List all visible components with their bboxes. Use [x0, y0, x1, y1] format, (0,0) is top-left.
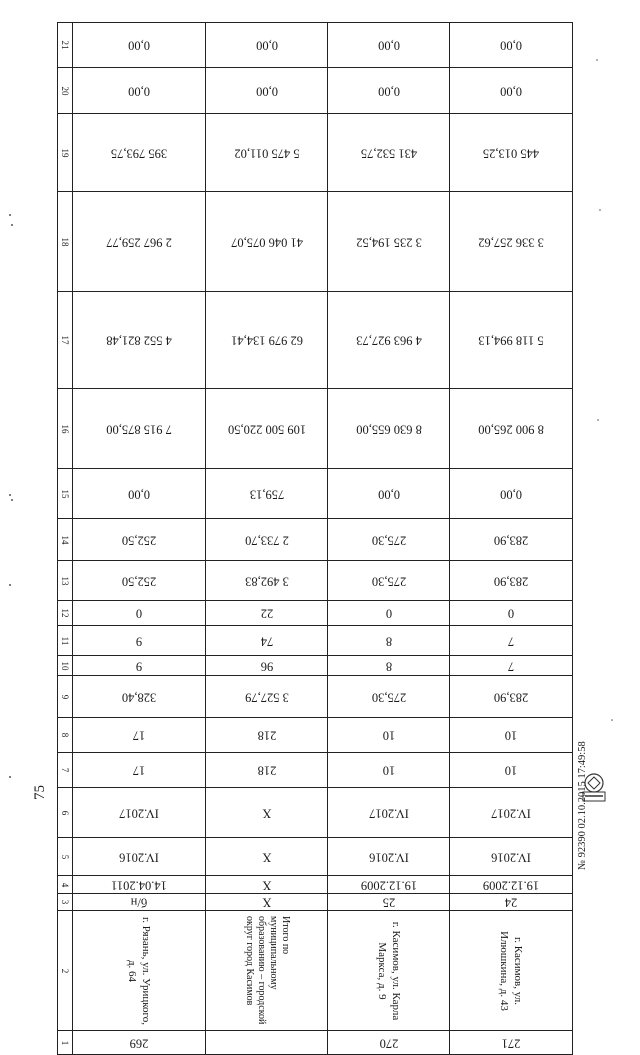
table-cell — [73, 718, 206, 753]
cell-value: 19.12.2009 — [360, 878, 417, 892]
cell-value: 22 — [260, 606, 273, 621]
table-cell — [328, 23, 450, 68]
table-cell — [450, 114, 573, 192]
cell-value: 7 915 875,00 — [106, 422, 172, 436]
table-row-col-14 — [58, 519, 573, 561]
cell-value: 9 — [135, 634, 143, 648]
cell-value: 10 — [382, 728, 395, 743]
table-cell — [73, 192, 206, 292]
table-row-col-12 — [58, 601, 573, 626]
cell-value: 17 — [132, 763, 146, 778]
table-cell — [450, 1031, 573, 1055]
cell-value: 0,00 — [128, 487, 150, 501]
table-row-col-3 — [58, 894, 573, 911]
table-row-col-1 — [58, 1031, 573, 1055]
cell-value: X — [261, 878, 272, 892]
column-number: 3 — [60, 899, 70, 905]
table-cell — [73, 911, 206, 1031]
scanned-data-table — [57, 22, 573, 1055]
column-number-cell — [58, 519, 73, 561]
cell-value: 9 — [135, 659, 143, 673]
cell-value: 2 733,70 — [244, 533, 289, 547]
table-cell — [73, 389, 206, 469]
row-id-text: 270 — [379, 1036, 398, 1050]
column-number-cell — [58, 626, 73, 656]
column-number: 2 — [60, 968, 70, 973]
table-cell — [450, 894, 573, 911]
table-cell — [328, 68, 450, 114]
table-cell — [450, 469, 573, 519]
cell-value: 252,50 — [121, 533, 157, 547]
cell-value: IV.2017 — [368, 806, 409, 820]
table-cell — [73, 626, 206, 656]
column-number: 18 — [60, 237, 70, 246]
address-text: г. Касимов, ул. Илюшкина, д. 43 — [498, 930, 524, 1011]
table-cell — [328, 876, 450, 894]
cell-value: 10 — [382, 763, 395, 778]
table-cell — [450, 718, 573, 753]
cell-value: 7 — [507, 659, 515, 673]
table-cell — [206, 753, 328, 788]
table-cell — [206, 718, 328, 753]
table-cell — [206, 389, 328, 469]
table-cell — [328, 676, 450, 718]
table-cell — [450, 911, 573, 1031]
cell-value: 3 527,79 — [244, 690, 289, 704]
table-cell — [73, 788, 206, 838]
cell-value: 283,90 — [493, 690, 529, 704]
table-cell — [73, 601, 206, 626]
cell-value: 0,00 — [255, 84, 278, 98]
address-text: Итого по муниципальному образованию – городской округ город Касимов — [243, 915, 291, 1024]
table-cell — [450, 788, 573, 838]
table-cell — [206, 894, 328, 911]
column-number-cell — [58, 292, 73, 389]
column-number: 5 — [60, 854, 70, 859]
table-cell — [73, 469, 206, 519]
column-number: 16 — [60, 424, 70, 433]
column-number: 12 — [60, 608, 70, 618]
cell-value: 25 — [382, 895, 395, 910]
table-cell — [73, 23, 206, 68]
cell-value: 62 979 134,41 — [230, 333, 303, 348]
column-number: 9 — [60, 694, 70, 699]
cell-value: 0 — [135, 606, 143, 621]
column-number-cell — [58, 68, 73, 114]
table-row-col-19 — [58, 114, 573, 192]
cell-value: 8 — [385, 659, 392, 673]
cell-value: 0,00 — [255, 38, 278, 53]
column-number-cell — [58, 561, 73, 601]
address-text: г. Рязань, ул. Урицкого, д. 64 — [126, 916, 152, 1025]
cell-value: 0,00 — [377, 84, 400, 98]
table-row-col-5 — [58, 838, 573, 876]
cell-value: 0,00 — [128, 84, 150, 98]
table-cell — [450, 601, 573, 626]
cell-value: 3 336 257,62 — [478, 235, 544, 249]
cell-value: 218 — [257, 763, 276, 778]
cell-value: 41 046 075,07 — [230, 235, 303, 249]
column-number-cell — [58, 656, 73, 676]
column-number: 7 — [60, 767, 70, 773]
cell-value: 0,00 — [500, 84, 522, 98]
cell-value: 445 013,25 — [482, 146, 540, 160]
column-number: 4 — [60, 882, 70, 887]
cell-value: IV.2017 — [491, 806, 531, 820]
table-cell — [206, 788, 328, 838]
cell-value: 0,00 — [377, 38, 400, 53]
cell-value: 0,00 — [377, 487, 400, 501]
column-number-cell — [58, 114, 73, 192]
cell-value: 4 552 821,48 — [106, 333, 172, 348]
table-cell — [450, 656, 573, 676]
table-row-col-15 — [58, 469, 573, 519]
table-cell — [328, 788, 450, 838]
table-cell — [328, 519, 450, 561]
cell-value: 0,00 — [500, 38, 522, 53]
column-number-cell — [58, 192, 73, 292]
cell-value: 2 967 259,77 — [106, 235, 172, 249]
table-cell — [328, 718, 450, 753]
table-cell — [450, 676, 573, 718]
table-cell — [206, 561, 328, 601]
table-row-col-16 — [58, 389, 573, 469]
table-cell — [328, 626, 450, 656]
cell-value: 8 900 265,00 — [478, 422, 544, 436]
table-cell — [206, 838, 328, 876]
table-cell — [73, 292, 206, 389]
table-cell — [328, 469, 450, 519]
table-cell — [450, 192, 573, 292]
cell-value: X — [261, 895, 272, 910]
address-text: г. Касимов, ул. Карла Маркса, д. 9 — [375, 921, 402, 1020]
table-cell — [328, 838, 450, 876]
table-cell — [206, 626, 328, 656]
table-row-col-6 — [58, 788, 573, 838]
table-cell — [73, 561, 206, 601]
cell-value: 431 532,75 — [360, 146, 417, 160]
table-cell — [328, 656, 450, 676]
table-row-col-20 — [58, 68, 573, 114]
column-number-cell — [58, 718, 73, 753]
table-cell — [206, 68, 328, 114]
column-number: 14 — [60, 535, 70, 544]
table-row-col-18 — [58, 192, 573, 292]
cell-value: 0 — [507, 606, 515, 621]
table-cell — [206, 292, 328, 389]
column-number: 8 — [60, 732, 70, 738]
cell-value: 5 118 994,13 — [478, 333, 544, 348]
column-number: 6 — [60, 810, 70, 815]
table-row-col-17 — [58, 292, 573, 389]
column-number-cell — [58, 894, 73, 911]
column-number-cell — [58, 753, 73, 788]
cell-value: 275,30 — [371, 533, 406, 547]
table-row-col-9 — [58, 676, 573, 718]
cell-value: 24 — [504, 895, 518, 910]
table-cell — [73, 656, 206, 676]
column-number-cell — [58, 911, 73, 1031]
column-number: 15 — [60, 489, 70, 498]
stamp-text: № 92390 02.10.2015 17:49:58 — [577, 741, 588, 870]
table-cell — [206, 23, 328, 68]
cell-value: 7 — [507, 634, 515, 648]
cell-value: 283,90 — [493, 574, 529, 588]
cell-value: X — [261, 850, 272, 864]
table-cell — [206, 519, 328, 561]
table-cell — [450, 876, 573, 894]
cell-value: 395 793,75 — [110, 146, 168, 160]
cell-value: 14.04.2011 — [111, 878, 167, 892]
column-number: 19 — [60, 148, 70, 157]
column-number: 13 — [60, 576, 70, 585]
cell-value: X — [261, 806, 272, 820]
table-cell — [206, 114, 328, 192]
column-number-cell — [58, 23, 73, 68]
table-cell — [450, 292, 573, 389]
cell-value: 10 — [504, 728, 518, 743]
table-cell — [206, 1031, 328, 1055]
page-number: 75 — [32, 785, 48, 800]
column-number-cell — [58, 469, 73, 519]
registration-stamp — [577, 630, 597, 870]
cell-value: 5 475 011,02 — [233, 146, 300, 160]
cell-value: 252,50 — [121, 574, 157, 588]
cell-value: 109 500 220,50 — [227, 422, 306, 436]
cell-value: 759,13 — [249, 487, 284, 501]
table-cell — [73, 838, 206, 876]
table-row-col-2 — [58, 911, 573, 1031]
table-cell — [450, 838, 573, 876]
table-cell — [450, 23, 573, 68]
column-number-cell — [58, 389, 73, 469]
cell-value: 275,30 — [371, 690, 406, 704]
table-cell — [450, 561, 573, 601]
column-number-cell — [58, 1031, 73, 1055]
table-cell — [328, 114, 450, 192]
cell-value: IV.2016 — [119, 850, 159, 864]
cell-value: 8 630 655,00 — [355, 422, 422, 436]
column-number: 21 — [60, 40, 70, 50]
column-number: 11 — [60, 636, 70, 645]
table-row-col-7 — [58, 753, 573, 788]
table-row-col-13 — [58, 561, 573, 601]
table-cell — [206, 469, 328, 519]
table-cell — [328, 389, 450, 469]
cell-value: 74 — [260, 634, 273, 648]
table-cell — [328, 753, 450, 788]
table-cell — [328, 561, 450, 601]
table-cell — [328, 601, 450, 626]
table-body — [58, 23, 573, 1055]
column-number: 17 — [60, 335, 70, 345]
cell-value: 328,40 — [121, 690, 157, 704]
table-cell — [450, 626, 573, 656]
cell-value: 275,30 — [371, 574, 406, 588]
table-cell — [328, 894, 450, 911]
cell-value: 283,90 — [493, 533, 529, 547]
table-row-col-21 — [58, 23, 573, 68]
cell-value: 8 — [385, 634, 392, 648]
table-cell — [450, 753, 573, 788]
cell-value: IV.2017 — [119, 806, 159, 820]
cell-value: 17 — [132, 728, 146, 743]
row-id-text: 271 — [501, 1036, 521, 1050]
table-cell — [450, 68, 573, 114]
column-number-cell — [58, 838, 73, 876]
table-cell — [73, 1031, 206, 1055]
table-cell — [73, 114, 206, 192]
cell-value: IV.2016 — [491, 850, 531, 864]
row-id-text: 269 — [129, 1036, 149, 1050]
column-number: 1 — [60, 1040, 70, 1045]
table-cell — [73, 676, 206, 718]
table-cell — [328, 911, 450, 1031]
table-cell — [450, 519, 573, 561]
cell-value: 0,00 — [500, 487, 522, 501]
table-row-col-4 — [58, 876, 573, 894]
table-cell — [206, 676, 328, 718]
table-cell — [206, 601, 328, 626]
column-number: 20 — [60, 86, 70, 95]
cell-value: 218 — [257, 728, 276, 743]
table-cell — [206, 192, 328, 292]
column-number-cell — [58, 676, 73, 718]
table-cell — [73, 753, 206, 788]
page-number-wrapper — [14, 400, 48, 800]
table-row-col-11 — [58, 626, 573, 656]
table-cell — [206, 656, 328, 676]
column-number-cell — [58, 788, 73, 838]
table-cell — [73, 876, 206, 894]
column-number: 10 — [60, 661, 70, 670]
table-row-col-10 — [58, 656, 573, 676]
cell-value: 4 963 927,73 — [355, 333, 422, 348]
cell-value: 3 235 194,52 — [355, 235, 422, 249]
cell-value: 0,00 — [128, 38, 150, 53]
table-cell — [206, 911, 328, 1031]
cell-value: б/н — [130, 895, 148, 910]
table-cell — [73, 68, 206, 114]
cell-value: 96 — [260, 659, 273, 673]
cell-value: 3 492,83 — [244, 574, 289, 588]
table-cell — [206, 876, 328, 894]
cell-value: IV.2016 — [368, 850, 409, 864]
table-cell — [328, 192, 450, 292]
table-cell — [450, 389, 573, 469]
table-row-col-8 — [58, 718, 573, 753]
table-cell — [328, 1031, 450, 1055]
column-number-cell — [58, 876, 73, 894]
cell-value: 19.12.2009 — [482, 878, 540, 892]
column-number-cell — [58, 601, 73, 626]
table-cell — [328, 292, 450, 389]
cell-value: 0 — [385, 606, 392, 621]
table-cell — [73, 894, 206, 911]
table-cell — [73, 519, 206, 561]
cell-value: 10 — [504, 763, 518, 778]
